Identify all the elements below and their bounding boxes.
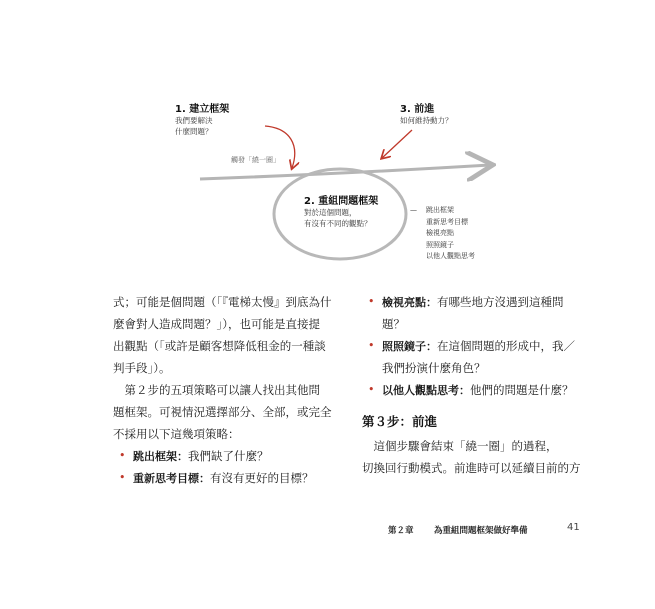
body-line: 這個步驟會結束「繞一圈」的過程，: [362, 439, 558, 453]
bullet-item: [362, 335, 592, 357]
body-line: 題框架。可視情況選擇部分、全部，或完全: [113, 405, 332, 419]
step3-arrow: [382, 130, 412, 158]
step2-label: [304, 192, 378, 229]
step2-line-2: 有沒有不同的觀點？: [304, 219, 372, 228]
bullet-dot-icon: •: [368, 295, 375, 308]
body-line: 式；可能是個問題（「『電梯太慢』到底為什: [113, 295, 332, 309]
bullet-continuation: 題？: [382, 317, 405, 331]
bullet-text: 有沒有更好的目標？: [210, 471, 314, 485]
bullet-term: 照照鏡子：: [382, 340, 437, 353]
strategy-item: 跳出框架: [426, 206, 454, 214]
strategy-item: 檢視亮點: [426, 229, 454, 237]
bullet-dot-icon: •: [119, 471, 126, 484]
bullet-term: 重新思考目標：: [133, 472, 210, 485]
step1-line-1: 我們要解決: [175, 116, 213, 125]
bullet-item: [113, 467, 349, 489]
step2-title: 2. 重組問題框架: [304, 196, 379, 207]
step1-line-2: 什麼問題？: [175, 127, 213, 136]
step3-line-1: 如何維持動力？: [400, 116, 453, 125]
body-line: 判手段」）。: [113, 361, 171, 375]
step1-title: 1. 建立框架: [175, 104, 230, 115]
bullet-text: 有哪些地方沒遇到這種問: [437, 295, 564, 309]
bullet-continuation: 我們扮演什麼角色？: [382, 361, 486, 375]
strategy-item: 重新思考目標: [426, 217, 468, 226]
loop-trigger-label: 觸發「繞一圈」: [231, 156, 280, 164]
bullet-dot-icon: •: [368, 339, 375, 352]
strategy-item: 照照鏡子: [426, 240, 454, 249]
process-arrow: [200, 165, 490, 179]
bullet-text: 我們缺了什麼？: [188, 449, 269, 463]
body-line: 第２步的五項策略可以讓人找出其他問: [113, 383, 320, 397]
bullet-text: 他們的問題是什麼？: [470, 383, 574, 397]
section-heading: 第３步：前進: [362, 414, 438, 429]
left-column: [113, 291, 349, 489]
step3-title: 3. 前進: [400, 104, 435, 115]
bullet-term: 檢視亮點：: [382, 296, 437, 309]
bullet-term: 以他人觀點思考：: [382, 384, 470, 397]
bullet-text: 在這個問題的形成中，我／: [437, 339, 575, 353]
bullet-item: [362, 379, 592, 401]
right-column: [362, 291, 592, 479]
reframing-diagram: [0, 0, 655, 290]
footer-chapter-title: 為重組問題框架做好準備: [434, 526, 528, 536]
bullet-dot-icon: •: [368, 383, 375, 396]
bullet-term: 跳出框架：: [133, 450, 188, 463]
strategy-list: [426, 205, 475, 263]
strategy-dash: —: [410, 206, 417, 214]
bullet-item: [362, 291, 592, 313]
bullet-item: [113, 445, 349, 467]
bullet-dot-icon: •: [119, 449, 126, 462]
step2-line-1: 對於這個問題，: [304, 208, 357, 217]
step3-label: [400, 100, 453, 126]
footer-chapter: 第２章: [388, 526, 414, 536]
body-line: 切換回行動模式。前進時可以延續目前的方: [362, 461, 581, 475]
page-number: 41: [567, 522, 580, 533]
body-line: 出觀點（「或許是顧客想降低租金的一種談: [113, 339, 326, 353]
body-line: 不採用以下這幾項策略：: [113, 427, 240, 441]
strategy-item: 以他人觀點思考: [426, 252, 475, 260]
step1-label: [175, 100, 229, 137]
diagram-graphics: [0, 0, 655, 290]
body-line: 麼會對人造成問題？」），也可能是直接提: [113, 317, 320, 331]
